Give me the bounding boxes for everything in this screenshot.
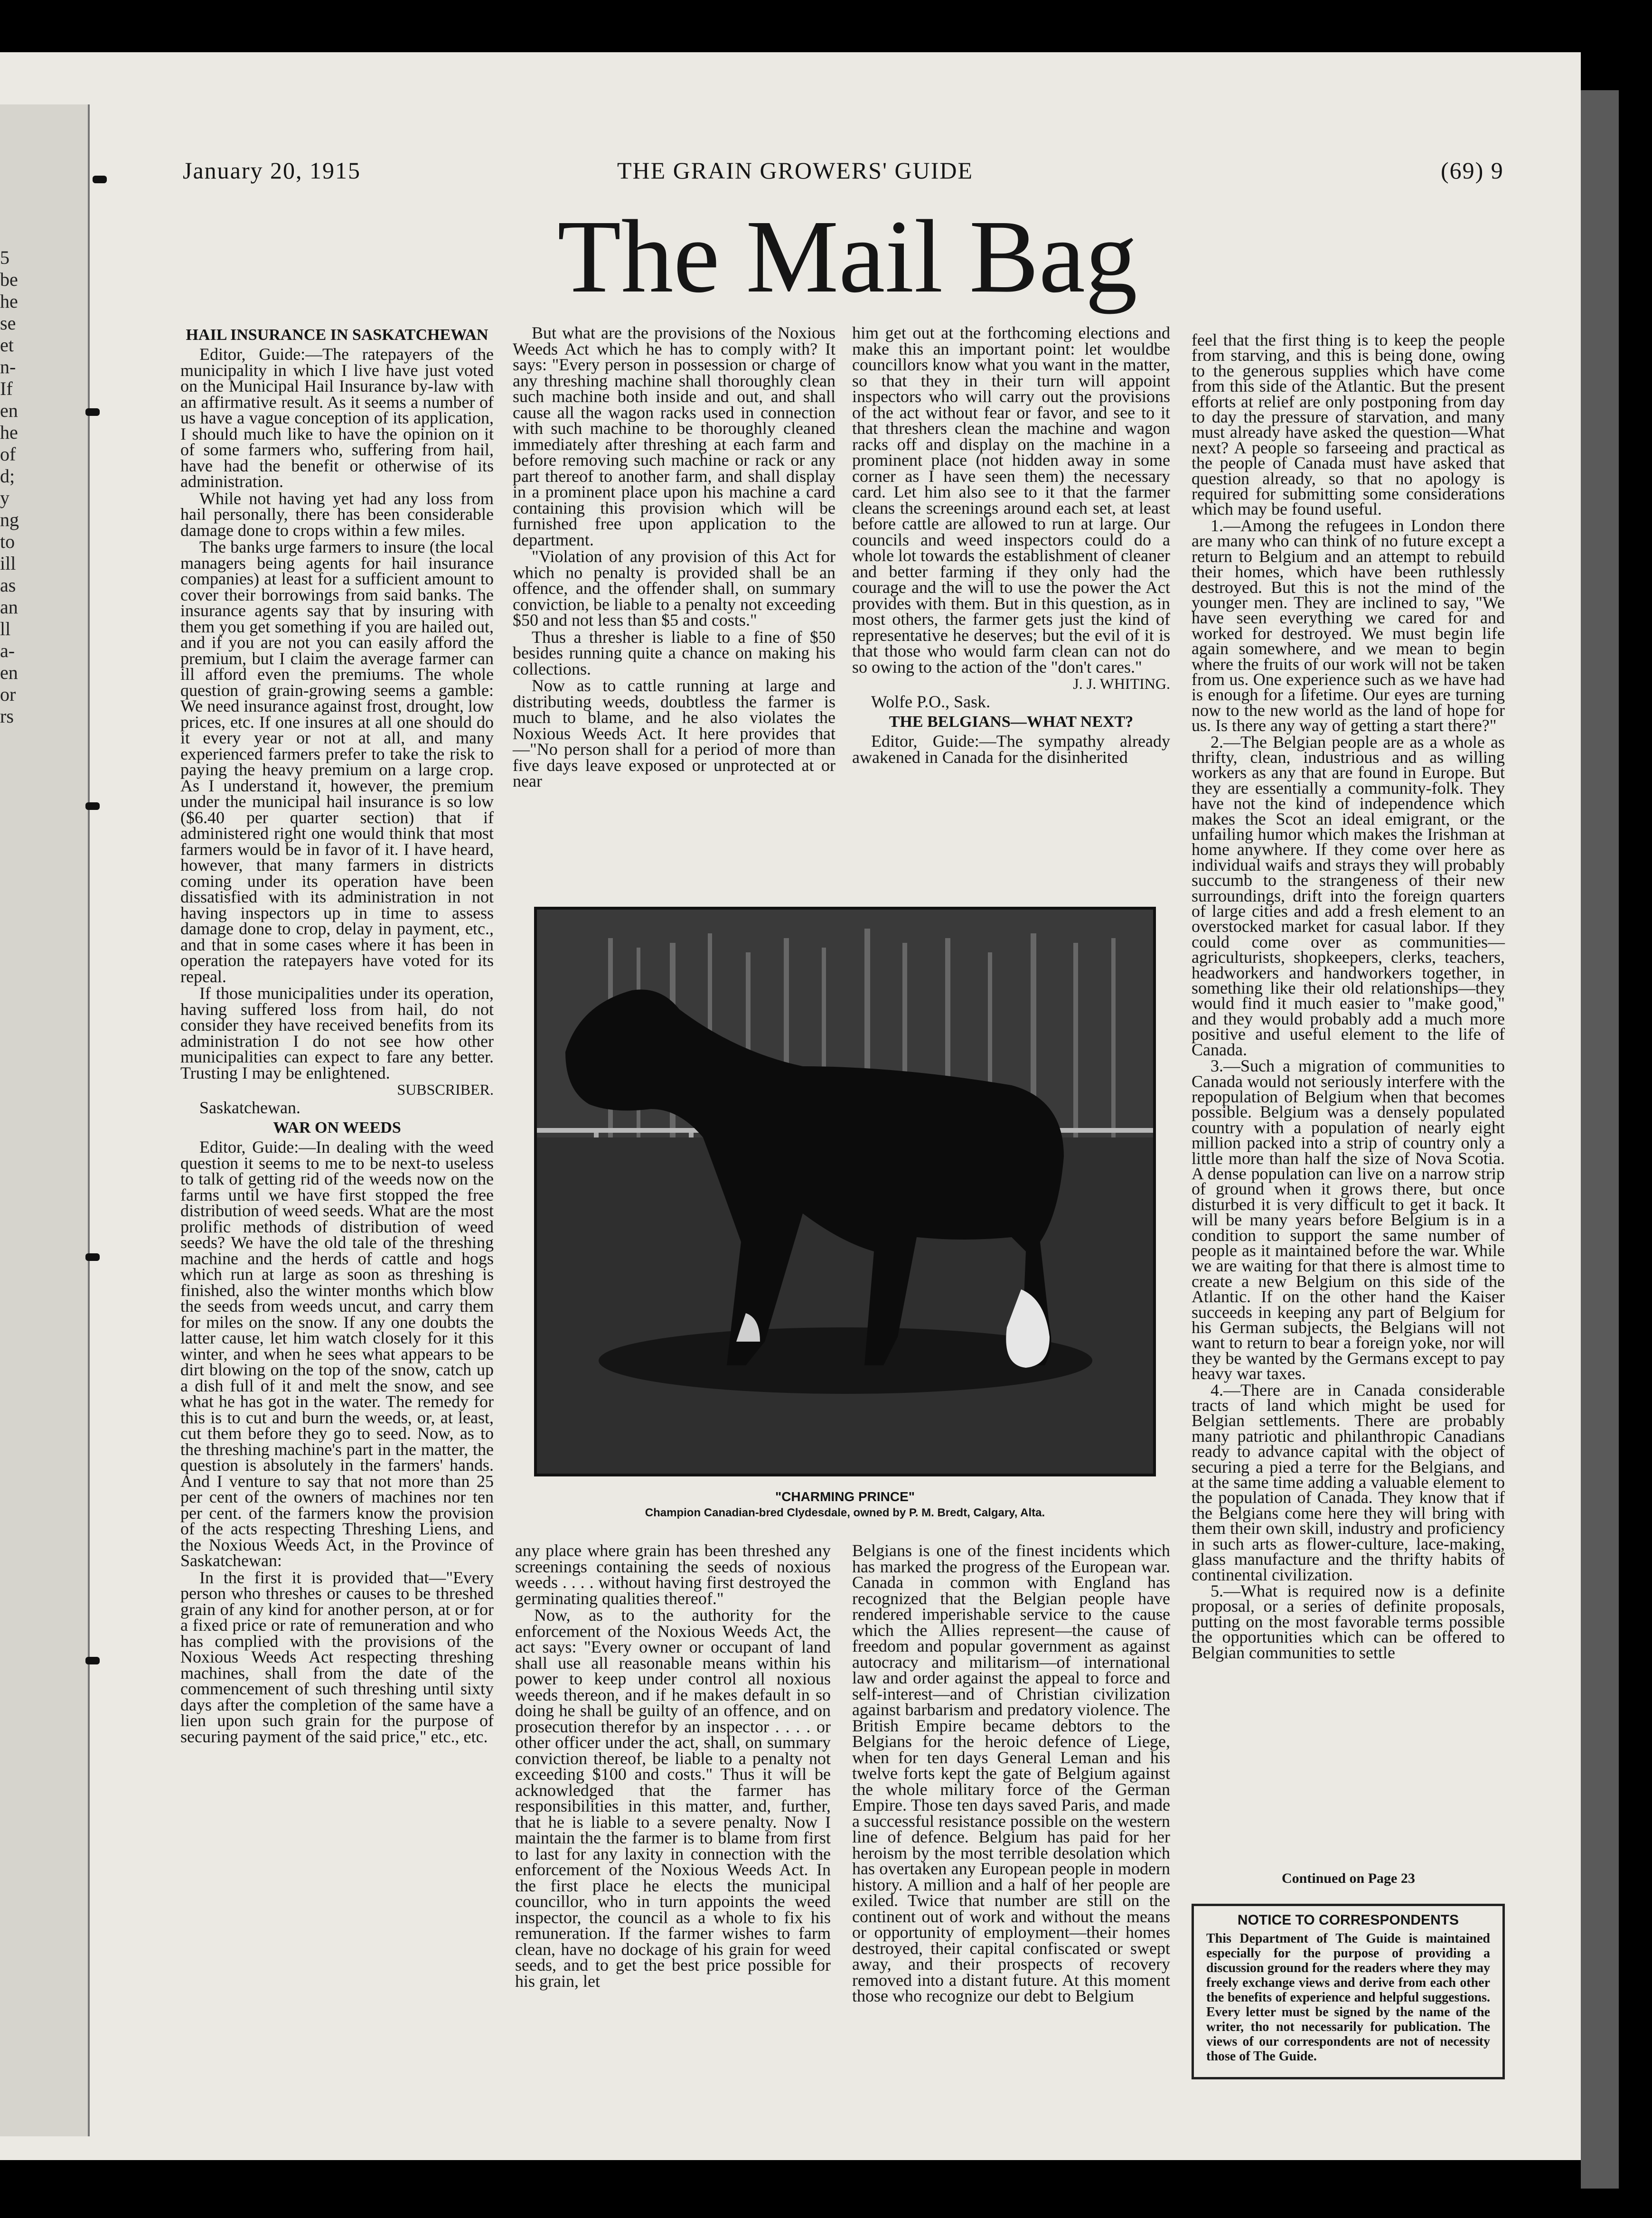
column-1 <box>180 323 494 1746</box>
column-4 <box>1192 332 1505 1661</box>
page-number: (69) 9 <box>1441 157 1504 184</box>
paragraph: any place where grain has been threshed any screenings containing the seeds of noxious weeds . . . . without having first destroyed the germinating qualities thereof." <box>515 1541 831 1608</box>
paragraph: Thus a thresher is liable to a fine of $50 besides running quite a chance on making his collections. <box>513 627 835 678</box>
journal-name: THE GRAIN GROWERS' GUIDE <box>617 157 974 184</box>
caption-description: Champion Canadian-bred Clydesdale, owned by P. M. Bredt, Calgary, Alta. <box>645 1506 1045 1519</box>
paragraph: 2.—The Belgian people are as a whole as thrifty, clean, industrious and as willing workers as any that are found in Europe. But they are essentially a community-folk. They have not the kind of independence which makes the Scot an ideal emigrant, or the unfailing humor which makes the Irishman at home anywhere. If they come over here as individual waifs and strays they will probably succumb to the strangeness of their new surroundings, drift into the foreign quarters of large cities and add a fresh element to an overstocked market for casual labor. If they could come over as communities—agriculturists, shopkeepers, clerks, teachers, headworkers and handworkers together, in something like their old relationships—they would find it much easier to "make good," and they would probably add a much more positive and useful element to the life of Canada. <box>1192 732 1505 1059</box>
paragraph: But what are the provisions of the Noxious Weeds Act which he has to comply with? It says: "Every person in possession or charge of any threshing machine shall thoroughly clean such machine both inside and out, and shall cause all the wagon racks used in connection with such machine to be thoroughly cleaned immediately after threshing at each farm and before removing such machine or rack or any part thereof to another farm, and shall display in a prominent place upon his machine a card containing this provision which will be furnished free upon application to the department. <box>513 323 835 549</box>
paragraph: Editor, Guide:—In dealing with the weed question it seems to me to be next-to useless to talk of getting rid of the weeds now on the farms until we have first stopped the free distribution of weed seeds. What are the most prolific methods of distribution of weed seeds? We have the old tale of the threshing machine and the herds of cattle and hogs which run at large as soon as threshing is finished, also the winter months which blow the seeds from weeds uncut, and carry them for miles on the snow. If any one doubts the latter cause, let him watch closely for it this winter, and when he sees what appears to be dirt blowing on the top of the snow, catch up a dish full of it and melt the snow, and see what he has got in the water. The remedy for this is to cut and burn the weeds, or, at least, cut them before they go to seed. Now, as to the threshing machine's part in the matter, the question is absolutely in the farmers' hands. And I venture to say that not more than 25 per cent of the owners of machines nor ten per cent. of the farmers know the provision of the acts respecting Threshing Liens, and the Noxious Weeds Act, in the Province of Saskatchewan: <box>180 1137 494 1570</box>
previous-page-strip <box>0 104 90 2136</box>
paragraph: Editor, Guide:—The ratepayers of the municipality in which I live have just voted on the Municipal Hail Insurance by-law with an affirmative result. As it seems a number of us have a vague conception of its application, I should much like to have the opinion on it of some farmers who, suffering from hail, have had the benefit or otherwise of its administration. <box>180 345 494 491</box>
paragraph: Belgians is one of the finest incidents which has marked the progress of the European war. Canada in common with England has recognized that the Belgian people have rendered imperishable service to the cause which the Allies represent—the cause of freedom and popular government as against autocracy and militarism—of international law and order against the appeal to force and self-interest—and of Christian civilization against barbarism and predatory violence. The British Empire became debtors to the Belgians for the heroic defence of Liege, when for ten days General Leman and his twelve forts kept the gate of Belgium against the whole military force of the German Empire. Those ten days saved Paris, and made a successful resistance possible on the western line of defence. Belgium has paid for her heroism by the most terrible desolation which has overtaken any European people in modern history. A million and a half of her people are exiled. Twice that number are still on the continent out of work and without the means or opportunity of employment—their homes destroyed, their capital confiscated or swept away, and their prospects of recovery removed into a distant future. At this moment those who recognize our debt to Belgium <box>852 1541 1170 2005</box>
paragraph: While not having yet had any loss from hail personally, there has been considerable damage done to crops within a few miles. <box>180 489 494 540</box>
margin-fragment: en <box>0 662 18 683</box>
continued-note: Continued on Page 23 <box>1282 1870 1415 1886</box>
paragraph: feel that the first thing is to keep the people from starving, and this is being done, owing to the generous supplies which have come from this side of the Atlantic. But the present efforts at relief are only postponing from day to day the pressure of starvation, and many must already have asked the question—What next? A people so farseeing and practical as the people of Canada must have asked that question already, so that no apology is required for submitting some considerations which may be found useful. <box>1192 330 1505 519</box>
margin-fragment: n- <box>0 356 16 377</box>
paragraph: him get out at the forthcoming elections and make this an important point: let wouldbe councillors know what you want in the matter, so that they in their turn will appoint inspectors who will carry out the provisions of the act without fear or favor, and see to it that threshers clean the machine and wagon racks off and display on the machine in a prominent place (not hidden away in some corner as I have seen them) the necessary card. Let him also see to it that the farmer cleans the screenings around each set, at least before cattle are allowed to run at large. Our councils and weed inspectors could do a whole lot towards the establishment of cleaner and better farming if they only had the courage and the will to use the power the Act provides with them. But in this question, as in most others, the farmer gets just the kind of representative he deserves; but the evil of it is that those who would farm clean can not do so owing to the action of the "don't cares." <box>852 323 1170 677</box>
issue-date: January 20, 1915 <box>183 157 361 184</box>
margin-fragment: he <box>0 291 18 312</box>
column-2-top <box>513 325 835 790</box>
notice-title: NOTICE TO CORRESPONDENTS <box>1237 1912 1459 1928</box>
margin-fragment: be <box>0 269 18 290</box>
photo-caption <box>534 1488 1156 1521</box>
paragraph: 3.—Such a migration of communities to Canada would not seriously interfere with the repopulation of Belgium when that becomes possible. Belgium was a densely populated country with a population of nearly eight million packed into a strip of country only a little more than half the size of Nova Scotia. A dense population can live on a narrow strip of ground when it grows there, but once disturbed it is very difficult to get it back. It will be many years before Belgium is in a condition to support the same number of people as it maintained before the war. While we are waiting for that there is almost time to create a new Belgium on this side of the Atlantic. If on the other hand the Kaiser succeeds in keeping any part of Belgium for his German subjects, the Belgians will not want to return to bear a foreign yoke, nor will they be wanted by the Germans except to pay heavy war taxes. <box>1192 1056 1505 1383</box>
margin-fragment: y <box>0 487 9 508</box>
horse-photograph <box>534 907 1156 1476</box>
paragraph: Now as to cattle running at large and distributing weeds, doubtless the farmer is much to blame, and he also violates the Noxious Weeds Act. It here provides that—"No person shall for a period of more than five days leave exposed or unprotected at or near <box>513 676 835 790</box>
notice-box <box>1192 1904 1505 2079</box>
paragraph: If those municipalities under its operation, having suffered loss from hail, do not consider they have received benefits from its administration I do not see how other municipalities can expect to fare any better. Trusting I may be enlightened. <box>180 984 494 1082</box>
margin-fragment: se <box>0 312 16 334</box>
margin-fragment: et <box>0 334 14 356</box>
paragraph: 1.—Among the refugees in London there are many who can think of no future except a return to Belgium and an attempt to rebuild their homes, which have been ruthlessly destroyed. But this is not the mind of the younger men. They are inclined to say, "We have seen everything we cared for and worked for destroyed. We must begin life again somewhere, and we mean to begin where the fruits of our work will not be taken from us. One experience such as we have had is enough for a lifetime. Our eyes are turning now to the new world as the land of hope for us. Is there any way of getting a start there?" <box>1192 516 1505 735</box>
page-edge <box>1581 90 1619 2189</box>
paragraph: "Violation of any provision of this Act for which no penalty is provided shall be an offence, and the offender shall, on summary conviction, be liable to a penalty not exceeding $50 and not less than $5 and costs." <box>513 547 835 630</box>
margin-fragment: rs <box>0 705 14 727</box>
article-heading: WAR ON WEEDS <box>273 1119 401 1137</box>
margin-fragment: as <box>0 574 16 596</box>
paragraph: Editor, Guide:—The sympathy already awakened in Canada for the disinherited <box>852 732 1170 767</box>
column-3-bottom <box>852 1543 1170 2005</box>
margin-fragment: 5 <box>0 247 9 268</box>
binding-mark <box>85 408 100 416</box>
section-title: The Mail Bag <box>557 198 1137 314</box>
letter-place: Wolfe P.O., Sask. <box>871 692 991 711</box>
margin-fragment: If <box>0 378 13 399</box>
margin-fragment: ng <box>0 509 19 530</box>
margin-fragment: en <box>0 400 18 421</box>
article-heading: HAIL INSURANCE IN SASKATCHEWAN <box>186 326 488 344</box>
column-2-bottom <box>515 1543 831 1990</box>
previous-page-text-fragments <box>0 247 19 727</box>
article-heading: THE BELGIANS—WHAT NEXT? <box>889 713 1134 731</box>
paragraph: 5.—What is required now is a definite proposal, or a series of definite proposals, putting on the most favorable terms possible the opportunities which can be offered to Belgian communities to settle <box>1192 1581 1505 1662</box>
paragraph: In the first it is provided that—"Every person who threshes or causes to be threshed grain of any kind for another person, at or for a fixed price or rate of remuneration and who has complied with the provisions of the Noxious Weeds Act respecting threshing machines, shall from the date of the commencement of such threshing until sixty days after the completion of the same have a lien upon such grain for the purpose of securing payment of the said price," etc., etc. <box>180 1568 494 1746</box>
binding-mark <box>85 1253 100 1261</box>
letter-signature: SUBSCRIBER. <box>397 1081 494 1098</box>
binding-mark <box>85 1657 100 1664</box>
margin-fragment: a- <box>0 640 15 661</box>
margin-fragment: an <box>0 596 18 618</box>
binding-mark <box>85 802 100 810</box>
margin-fragment: he <box>0 422 18 443</box>
caption-title: "CHARMING PRINCE" <box>775 1489 915 1504</box>
letter-signature: J. J. WHITING. <box>1073 675 1170 692</box>
margin-fragment: or <box>0 684 16 705</box>
notice-body: This Department of The Guide is maintained especially for the purpose of providing a discussion ground for the readers where they may freely exchange views and derive from each other the benefits of experience and helpful suggestions. Every letter must be signed by the name of the writer, tho not necessarily for publication. The views of our correspondents are not of necessity those of The Guide. <box>1206 1931 1490 2064</box>
clydesdale-image <box>537 910 1153 1474</box>
letter-place: Saskatchewan. <box>199 1098 300 1117</box>
binding-mark <box>93 176 107 183</box>
column-3-top <box>852 325 1170 766</box>
margin-fragment: ill <box>0 553 16 574</box>
margin-fragment: d; <box>0 465 15 487</box>
margin-fragment: of <box>0 443 16 465</box>
paragraph: 4.—There are in Canada considerable tracts of land which might be used for Belgian settlements. There are probably many patriotic and philanthropic Canadians ready to advance capital with the object of securing a pied a terre for the Belgians, and at the same time adding a valuable element to the population of Canada. They know that if the Belgians come here they will bring with them their own skill, industry and proficiency in such arts as flower-culture, lace-making, glass manufacture and the thrifty habits of continental civilization. <box>1192 1380 1505 1584</box>
paragraph: Now, as to the authority for the enforcement of the Noxious Weeds Act, the act says: "Every owner or occupant of land shall use all reasonable means within his power to keep under control all noxious weeds thereon, and if he makes default in so doing he shall be guilty of an offence, and on prosecution therefor by an inspector . . . . or other officer under the act, shall, on summary conviction thereof, be liable to a penalty not exceeding $100 and costs." Thus it will be acknowledged that the farmer has responsibilities in this matter, and, further, that he is liable to a severe penalty. Now I maintain the the farmer is to blame from first to last for any laxity in connection with the enforcement of the Noxious Weeds Act. In the first place he elects the municipal councillor, who in turn appoints the weed inspector, the council as a whole to fix his remuneration. If the farmer wishes to farm clean, have no dockage of his grain for weed seeds, and to get the best price possible for his grain, let <box>515 1606 831 1991</box>
margin-fragment: ll <box>0 618 11 639</box>
paragraph: The banks urge farmers to insure (the local managers being agents for hail insurance companies) at least for a sufficient amount to cover their borrowings from said banks. The insurance agents say that by insuring with them you get something if you are hailed out, and if you are not you can easily afford the premium, but I claim the average farmer can ill afford even the premiums. The whole question of grain-growing seems a gamble: We need insurance against frost, drought, low prices, etc. If one insures at all one should do it every year or not at all, and many experienced farmers prefer to take the risk to paying the heavy premium on a large crop. As I understand it, however, the premium under the municipal hail insurance is so low ($6.40 per quarter section) that if administered right one would think that most farmers would be in favor of it. I have heard, however, that many farmers in districts coming under its operation have been dissatisfied with its administration in not having inspectors up in time to assess damage done to crop, delay in payment, etc., and that in some cases where it has been in operation the ratepayers have voted for its repeal. <box>180 537 494 986</box>
margin-fragment: to <box>0 531 15 552</box>
